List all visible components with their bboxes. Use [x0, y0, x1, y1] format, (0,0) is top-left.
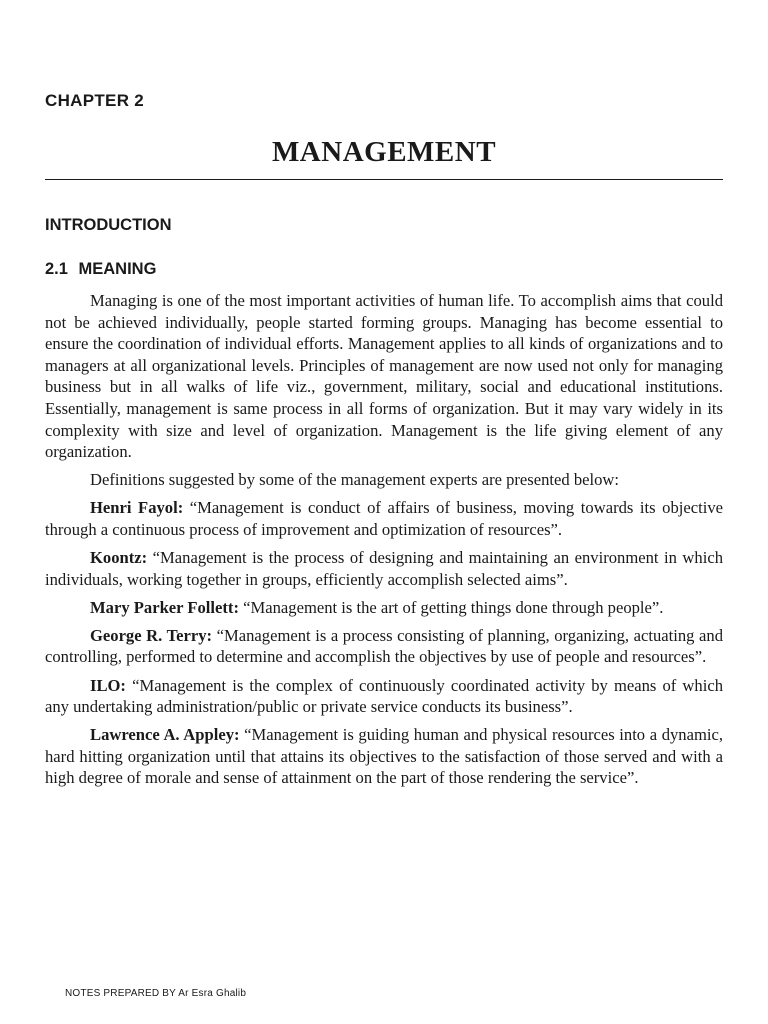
- chapter-title: MANAGEMENT: [271, 136, 497, 168]
- chapter-label: CHAPTER 2: [45, 91, 145, 110]
- definition-text: “Management is the process of designing and maintaining an environment in which individuals, working together in groups, efficiently accomplish selected aims”.: [45, 548, 723, 589]
- definition-paragraph: [45, 675, 723, 718]
- body-text: [45, 290, 723, 795]
- definition-text: “Management is the complex of continuously coordinated activity by means of which any undertaking administration/public or private service conducts its business”.: [45, 675, 723, 717]
- definition-text: “Management is a process consisting of planning, organizing, actuating and controlling, performed to determine and accomplish the objectives by use of people and resources”.: [45, 625, 723, 667]
- definition-author: George R. Terry:: [90, 625, 213, 645]
- definition-text: “Management is conduct of affairs of business, moving towards its objective through a continuous process of improvement and optimization of resources”.: [45, 498, 723, 539]
- paragraph-definitions-intro: Definitions suggested by some of the management experts are presented below:: [90, 470, 619, 490]
- definition-paragraph: [45, 497, 723, 540]
- definition-author: Koontz:: [90, 548, 148, 568]
- definition-paragraph: [45, 597, 723, 619]
- definition-paragraph: [45, 547, 723, 590]
- definition-author: Mary Parker Follett:: [90, 597, 239, 617]
- page-footer: NOTES PREPARED BY Ar Esra Ghalib: [65, 988, 247, 999]
- definition-paragraph: [45, 625, 723, 668]
- definition-text: “Management is guiding human and physical resources into a dynamic, hard hitting organization until that attains its objectives to the satisfaction of those served and with a high degree of morale and sense of attainment on the part of those rendering the service”.: [45, 725, 723, 788]
- definition-author: Henri Fayol:: [90, 498, 184, 518]
- document-page: [45, 0, 723, 1024]
- definition-paragraph: [45, 724, 723, 789]
- section-heading-introduction: INTRODUCTION: [45, 216, 172, 234]
- paragraph-meaning: Managing is one of the most important activities of human life. To accomplish aims that could not be achieved individually, people started forming groups. Managing has become essential to ensure the coordination of individual efforts. Management applies to all kinds of organizations and to managers at all organizational levels. Principles of management are now used not only for managing business but in all walks of life viz., government, military, social and educational institutions. Essentially, management is same process in all forms of organization. But it may vary widely in its complexity with size and level of organization. Management is the life giving element of any organization.: [45, 291, 723, 462]
- definition-author: ILO:: [90, 675, 126, 695]
- definition-author: Lawrence A. Appley:: [90, 725, 240, 745]
- title-divider: [45, 179, 723, 180]
- definition-text: “Management is the art of getting things done through people”.: [238, 597, 664, 617]
- section-heading-meaning: 2.1 MEANING: [45, 260, 157, 278]
